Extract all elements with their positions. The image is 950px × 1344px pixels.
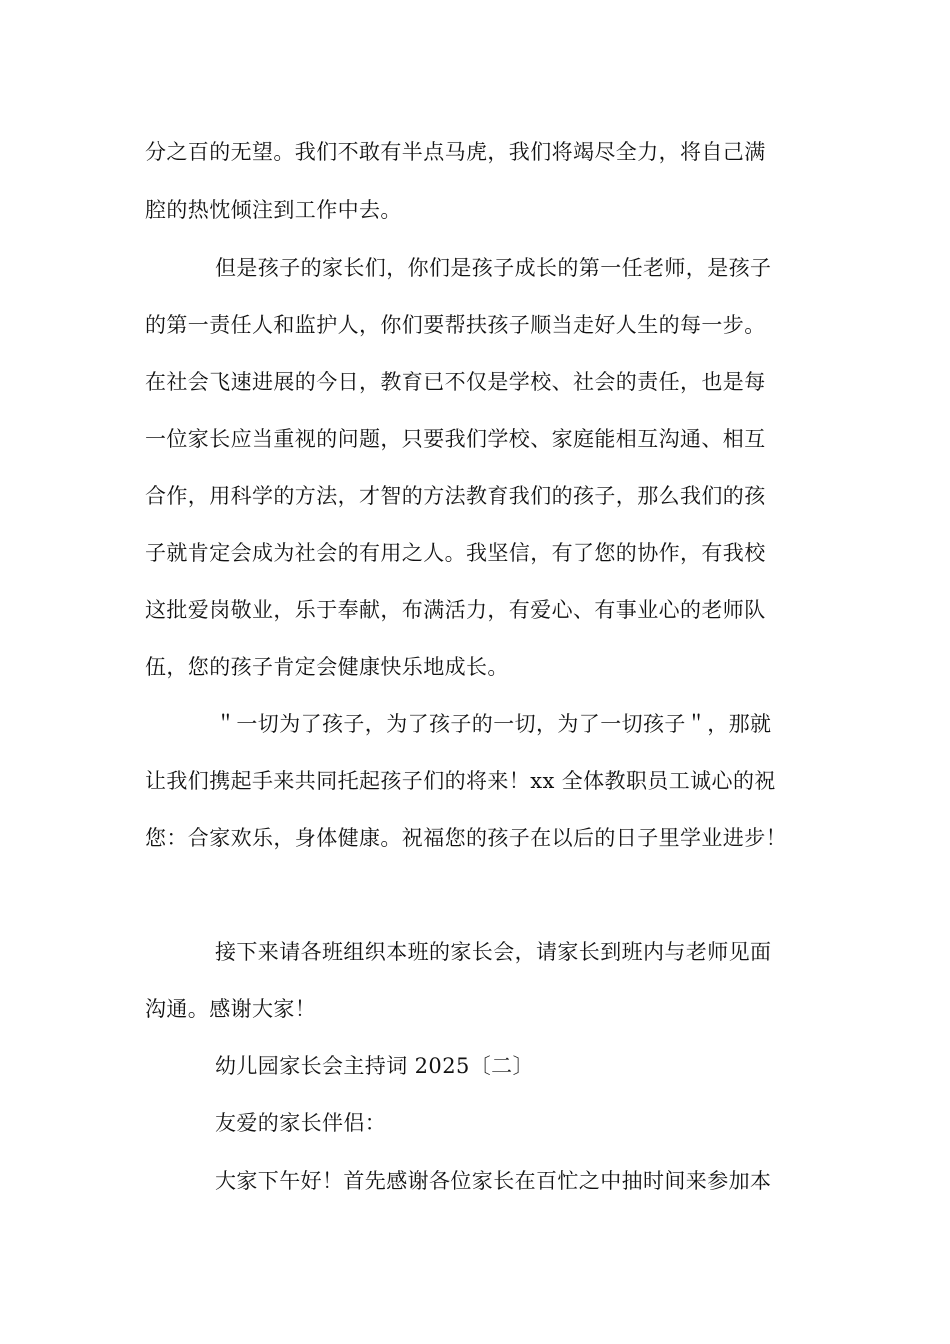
paragraph-line: 伍，您的孩子肯定会健康快乐地成长。	[145, 655, 509, 679]
paragraph-line: 沟通。感谢大家！	[145, 997, 317, 1021]
paragraph-line: 的第一责任人和监护人，你们要帮扶孩子顺当走好人生的每一步。	[145, 313, 766, 337]
paragraph-line: 您：合家欢乐，身体健康。祝福您的孩子在以后的日子里学业进步！	[145, 826, 787, 850]
paragraph-line: 子就肯定会成为社会的有用之人。我坚信，有了您的协作，有我校	[145, 541, 766, 565]
paragraph-line: 接下来请各班组织本班的家长会，请家长到班内与老师见面	[215, 940, 772, 964]
salutation: 友爱的家长伴侣：	[215, 1111, 387, 1135]
paragraph-line: 这批爱岗敬业，乐于奉献，布满活力，有爱心、有事业心的老师队	[145, 598, 766, 622]
section-heading: 幼儿园家长会主持词 2025〔二〕	[215, 1054, 534, 1078]
paragraph-line: 合作，用科学的方法，才智的方法教育我们的孩子，那么我们的孩	[145, 484, 766, 508]
paragraph-line: ＂一切为了孩子，为了孩子的一切，为了一切孩子＂，那就	[215, 712, 772, 736]
paragraph-line: 大家下午好！首先感谢各位家长在百忙之中抽时间来参加本	[215, 1169, 772, 1193]
paragraph-line: 但是孩子的家长们，你们是孩子成长的第一任老师，是孩子	[215, 256, 772, 280]
paragraph-line: 一位家长应当重视的问题，只要我们学校、家庭能相互沟通、相互	[145, 427, 766, 451]
paragraph-line: 腔的热忱倾注到工作中去。	[145, 198, 402, 222]
paragraph-line: 在社会飞速进展的今日，教育已不仅是学校、社会的责任，也是每	[145, 370, 766, 394]
paragraph-line: 分之百的无望。我们不敢有半点马虎，我们将竭尽全力，将自己满	[145, 140, 766, 164]
paragraph-line: 让我们携起手来共同托起孩子们的将来！xx 全体教职员工诚心的祝	[145, 769, 776, 793]
